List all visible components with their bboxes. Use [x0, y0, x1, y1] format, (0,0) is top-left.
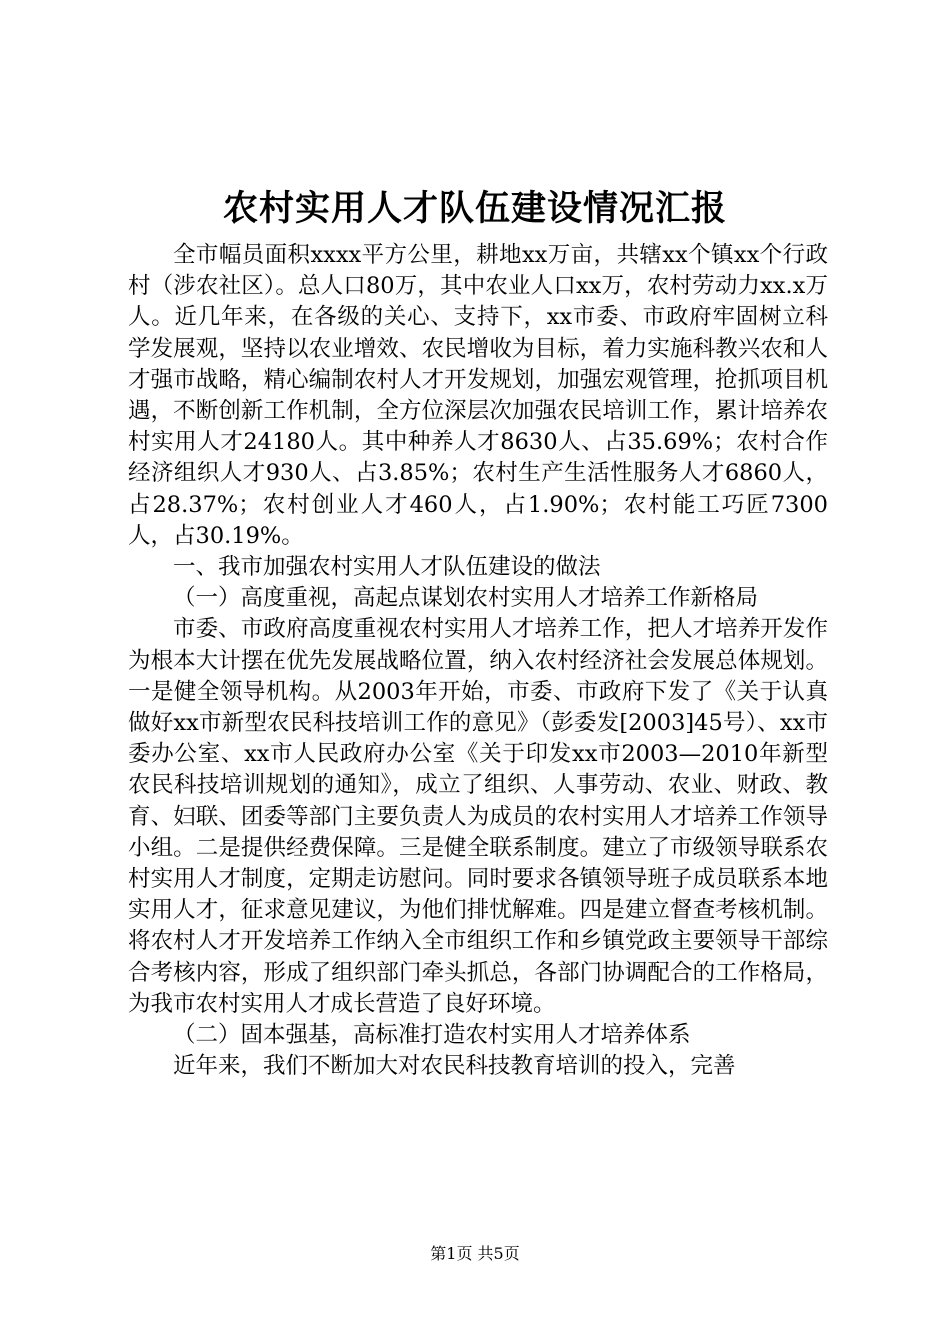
paragraph-intro: 全市幅员面积xxxx平方公里，耕地xx万亩，共辖xx个镇xx个行政村（涉农社区）。总人口80万，其中农业人口xx万，农村劳动力xx.x万人。近几年来，在各级的关心、支持下，xx市委、市政府牢固树立科学发展观，坚持以农业增效、农民增收为目标，着力实施科教兴农和人才强市战略，精心编制农村人才开发规划，加强宏观管理，抢抓项目机遇，不断创新工作机制，全方位深层次加强农民培训工作，累计培养农村实用人才24180人。其中种养人才8630人、占35.69%；农村合作经济组织人才930人、占3.85%；农村生产生活性服务人才6860人，占28.37%；农村创业人才460人，占1.90%；农村能工巧匠7300人，占30.19%。	[128, 242, 828, 549]
document-title: 农村实用人才队伍建设情况汇报	[222, 188, 727, 229]
section-heading-1: 一、我市加强农村实用人才队伍建设的做法	[173, 554, 601, 581]
page-footer: 第1页 共5页	[430, 1244, 520, 1263]
subsection-heading-2: （二）固本强基，高标准打造农村实用人才培养体系	[173, 1022, 691, 1049]
document-body	[128, 240, 828, 1082]
subsection-heading-1: （一）高度重视，高起点谋划农村实用人才培养工作新格局	[173, 585, 759, 612]
paragraph-measures: 市委、市政府高度重视农村实用人才培养工作，把人才培养开发作为根本大计摆在优先发展战略位置，纳入农村经济社会发展总体规划。一是健全领导机构。从2003年开始，市委、市政府下发了《关于认真做好xx市新型农民科技培训工作的意见》（彭委发[2003]45号）、xx市委办公室、xx市人民政府办公室《关于印发xx市2003—2010年新型农民科技培训规划的通知》，成立了组织、人事劳动、农业、财政、教育、妇联、团委等部门主要负责人为成员的农村实用人才培养工作领导小组。二是提供经费保障。三是健全联系制度。建立了市级领导联系农村实用人才制度，定期走访慰问。同时要求各镇领导班子成员联系本地实用人才，征求意见建议，为他们排忧解难。四是建立督查考核机制。将农村人才开发培养工作纳入全市组织工作和乡镇党政主要领导干部综合考核内容，形成了组织部门牵头抓总，各部门协调配合的工作格局，为我市农村实用人才成长营造了良好环境。	[128, 616, 828, 1017]
paragraph-recent-years: 近年来，我们不断加大对农民科技教育培训的投入，完善	[173, 1053, 736, 1080]
